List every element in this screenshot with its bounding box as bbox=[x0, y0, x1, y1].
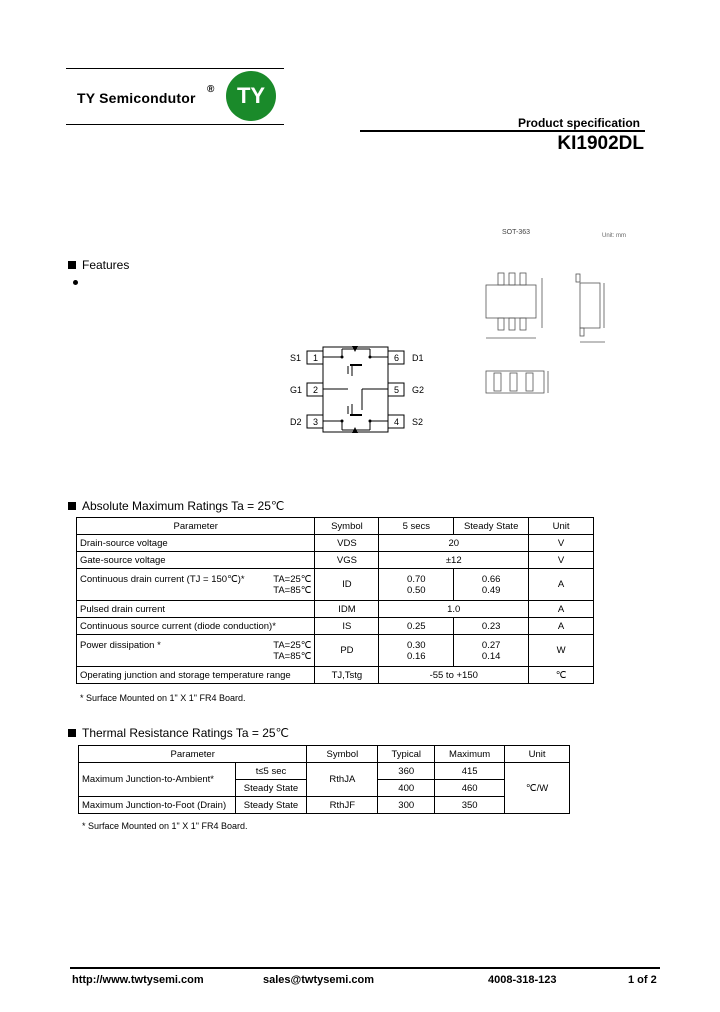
table-row bbox=[77, 535, 594, 552]
table-header-cell: 5 secs bbox=[379, 518, 454, 535]
param-cell: Continuous source current (diode conduction)* bbox=[77, 618, 315, 635]
abs-max-title: Absolute Maximum Ratings Ta = 25℃ bbox=[82, 499, 285, 513]
unit-cell: W bbox=[529, 635, 594, 667]
company-logo: TY bbox=[226, 71, 276, 121]
param-cell: Pulsed drain current bbox=[77, 601, 315, 618]
mosfet-pinout-diagram bbox=[306, 344, 410, 436]
table-header-cell: Unit bbox=[505, 746, 570, 763]
value-cell: -55 to +150 bbox=[379, 667, 529, 684]
unit-cell: V bbox=[529, 552, 594, 569]
value-cell: 0.25 bbox=[379, 618, 454, 635]
condition-cell: t≤5 sec bbox=[235, 763, 307, 780]
pin-label-s1: S1 bbox=[290, 353, 302, 363]
unit-cell: ℃/W bbox=[505, 763, 570, 814]
pin-label-s2: S2 bbox=[412, 417, 424, 427]
unit-label: Unit: mm bbox=[602, 233, 626, 239]
typical-cell: 300 bbox=[378, 797, 435, 814]
symbol-cell: IDM bbox=[315, 601, 379, 618]
maximum-cell: 350 bbox=[435, 797, 505, 814]
package-name: SOT-363 bbox=[502, 229, 531, 236]
table-row bbox=[77, 635, 594, 667]
value-cell: 1.0 bbox=[379, 601, 529, 618]
email-link[interactable]: sales@twtysemi.com bbox=[263, 974, 374, 986]
pin-num-6: 6 bbox=[394, 353, 400, 363]
condition-text: TA=25℃ TA=85℃ bbox=[273, 573, 312, 596]
pin-num-5: 5 bbox=[394, 385, 400, 395]
feature-bullet-icon bbox=[73, 280, 78, 285]
param-cell: Maximum Junction-to-Ambient* bbox=[79, 763, 236, 797]
table-header-cell: Maximum bbox=[435, 746, 505, 763]
table-row bbox=[79, 763, 570, 780]
abs-max-table bbox=[76, 517, 594, 684]
param-text: Continuous drain current (TJ = 150℃)* bbox=[80, 573, 245, 585]
brand-name: TY Semicondutor bbox=[77, 90, 196, 106]
spec-rule bbox=[360, 130, 645, 132]
value-cell: 0.30 0.16 bbox=[379, 635, 454, 667]
maximum-cell: 415 bbox=[435, 763, 505, 780]
value-cell: 0.70 0.50 bbox=[379, 569, 454, 601]
page-number: 1 of 2 bbox=[628, 974, 657, 986]
footer-rule bbox=[70, 967, 660, 969]
package-outline-drawing bbox=[480, 238, 630, 408]
table-row bbox=[77, 601, 594, 618]
unit-cell: V bbox=[529, 535, 594, 552]
pin-label-d2: D2 bbox=[290, 417, 302, 427]
pin-num-3: 3 bbox=[313, 417, 319, 427]
condition-cell: Steady State bbox=[235, 797, 307, 814]
typical-cell: 400 bbox=[378, 780, 435, 797]
value-cell: 0.66 0.49 bbox=[454, 569, 529, 601]
table-header-cell: Steady State bbox=[454, 518, 529, 535]
unit-cell: A bbox=[529, 569, 594, 601]
part-number: KI1902DL bbox=[557, 133, 644, 154]
abs-max-heading bbox=[68, 499, 284, 513]
symbol-cell: RthJA bbox=[307, 763, 378, 797]
thermal-heading bbox=[68, 726, 289, 740]
value-cell: 0.23 bbox=[454, 618, 529, 635]
features-title: Features bbox=[82, 258, 130, 272]
unit-cell: A bbox=[529, 601, 594, 618]
param-cell: Maximum Junction-to-Foot (Drain) bbox=[79, 797, 236, 814]
thermal-title: Thermal Resistance Ratings Ta = 25℃ bbox=[82, 726, 290, 740]
unit-cell: A bbox=[529, 618, 594, 635]
param-cell: Gate-source voltage bbox=[77, 552, 315, 569]
unit-cell: ℃ bbox=[529, 667, 594, 684]
pin-label-g2: G2 bbox=[412, 385, 425, 395]
symbol-cell: IS bbox=[315, 618, 379, 635]
condition-cell: Steady State bbox=[235, 780, 307, 797]
bullet-square-icon bbox=[68, 502, 76, 510]
param-cell: Operating junction and storage temperature range bbox=[77, 667, 315, 684]
header-bottom-rule bbox=[66, 124, 284, 125]
table-header-row bbox=[77, 518, 594, 535]
table-row bbox=[77, 552, 594, 569]
table-row bbox=[79, 797, 570, 814]
param-text: Power dissipation * bbox=[80, 639, 161, 651]
pin-num-1: 1 bbox=[313, 353, 319, 363]
table-header-row bbox=[79, 746, 570, 763]
pin-num-2: 2 bbox=[313, 385, 319, 395]
value-cell: 0.27 0.14 bbox=[454, 635, 529, 667]
symbol-cell: VGS bbox=[315, 552, 379, 569]
thermal-footnote: * Surface Mounted on 1" X 1" FR4 Board. bbox=[82, 821, 248, 831]
param-cell: Drain-source voltage bbox=[77, 535, 315, 552]
param-cell bbox=[77, 635, 315, 667]
bullet-square-icon bbox=[68, 729, 76, 737]
table-row bbox=[77, 569, 594, 601]
abs-max-footnote: * Surface Mounted on 1" X 1" FR4 Board. bbox=[80, 693, 246, 703]
table-row bbox=[77, 618, 594, 635]
table-header-cell: Typical bbox=[378, 746, 435, 763]
table-header-cell: Unit bbox=[529, 518, 594, 535]
symbol-cell: VDS bbox=[315, 535, 379, 552]
condition-text: TA=25℃ TA=85℃ bbox=[273, 639, 312, 662]
website-link[interactable]: http://www.twtysemi.com bbox=[72, 974, 204, 986]
maximum-cell: 460 bbox=[435, 780, 505, 797]
symbol-cell: PD bbox=[315, 635, 379, 667]
phone-number: 4008-318-123 bbox=[488, 974, 557, 986]
typical-cell: 360 bbox=[378, 763, 435, 780]
symbol-cell: TJ,Tstg bbox=[315, 667, 379, 684]
symbol-cell: RthJF bbox=[307, 797, 378, 814]
features-heading bbox=[68, 258, 129, 272]
table-header-cell: Parameter bbox=[77, 518, 315, 535]
registered-mark: ® bbox=[207, 84, 215, 95]
bullet-square-icon bbox=[68, 261, 76, 269]
table-header-cell: Symbol bbox=[307, 746, 378, 763]
table-row bbox=[77, 667, 594, 684]
symbol-cell: ID bbox=[315, 569, 379, 601]
thermal-table bbox=[78, 745, 570, 814]
table-header-cell: Parameter bbox=[79, 746, 307, 763]
header-top-rule bbox=[66, 68, 284, 69]
pin-label-d1: D1 bbox=[412, 353, 424, 363]
pin-label-g1: G1 bbox=[290, 385, 303, 395]
value-cell: 20 bbox=[379, 535, 529, 552]
table-header-cell: Symbol bbox=[315, 518, 379, 535]
pin-num-4: 4 bbox=[394, 417, 400, 427]
spec-title: Product specification bbox=[517, 116, 640, 130]
value-cell: ±12 bbox=[379, 552, 529, 569]
param-cell bbox=[77, 569, 315, 601]
